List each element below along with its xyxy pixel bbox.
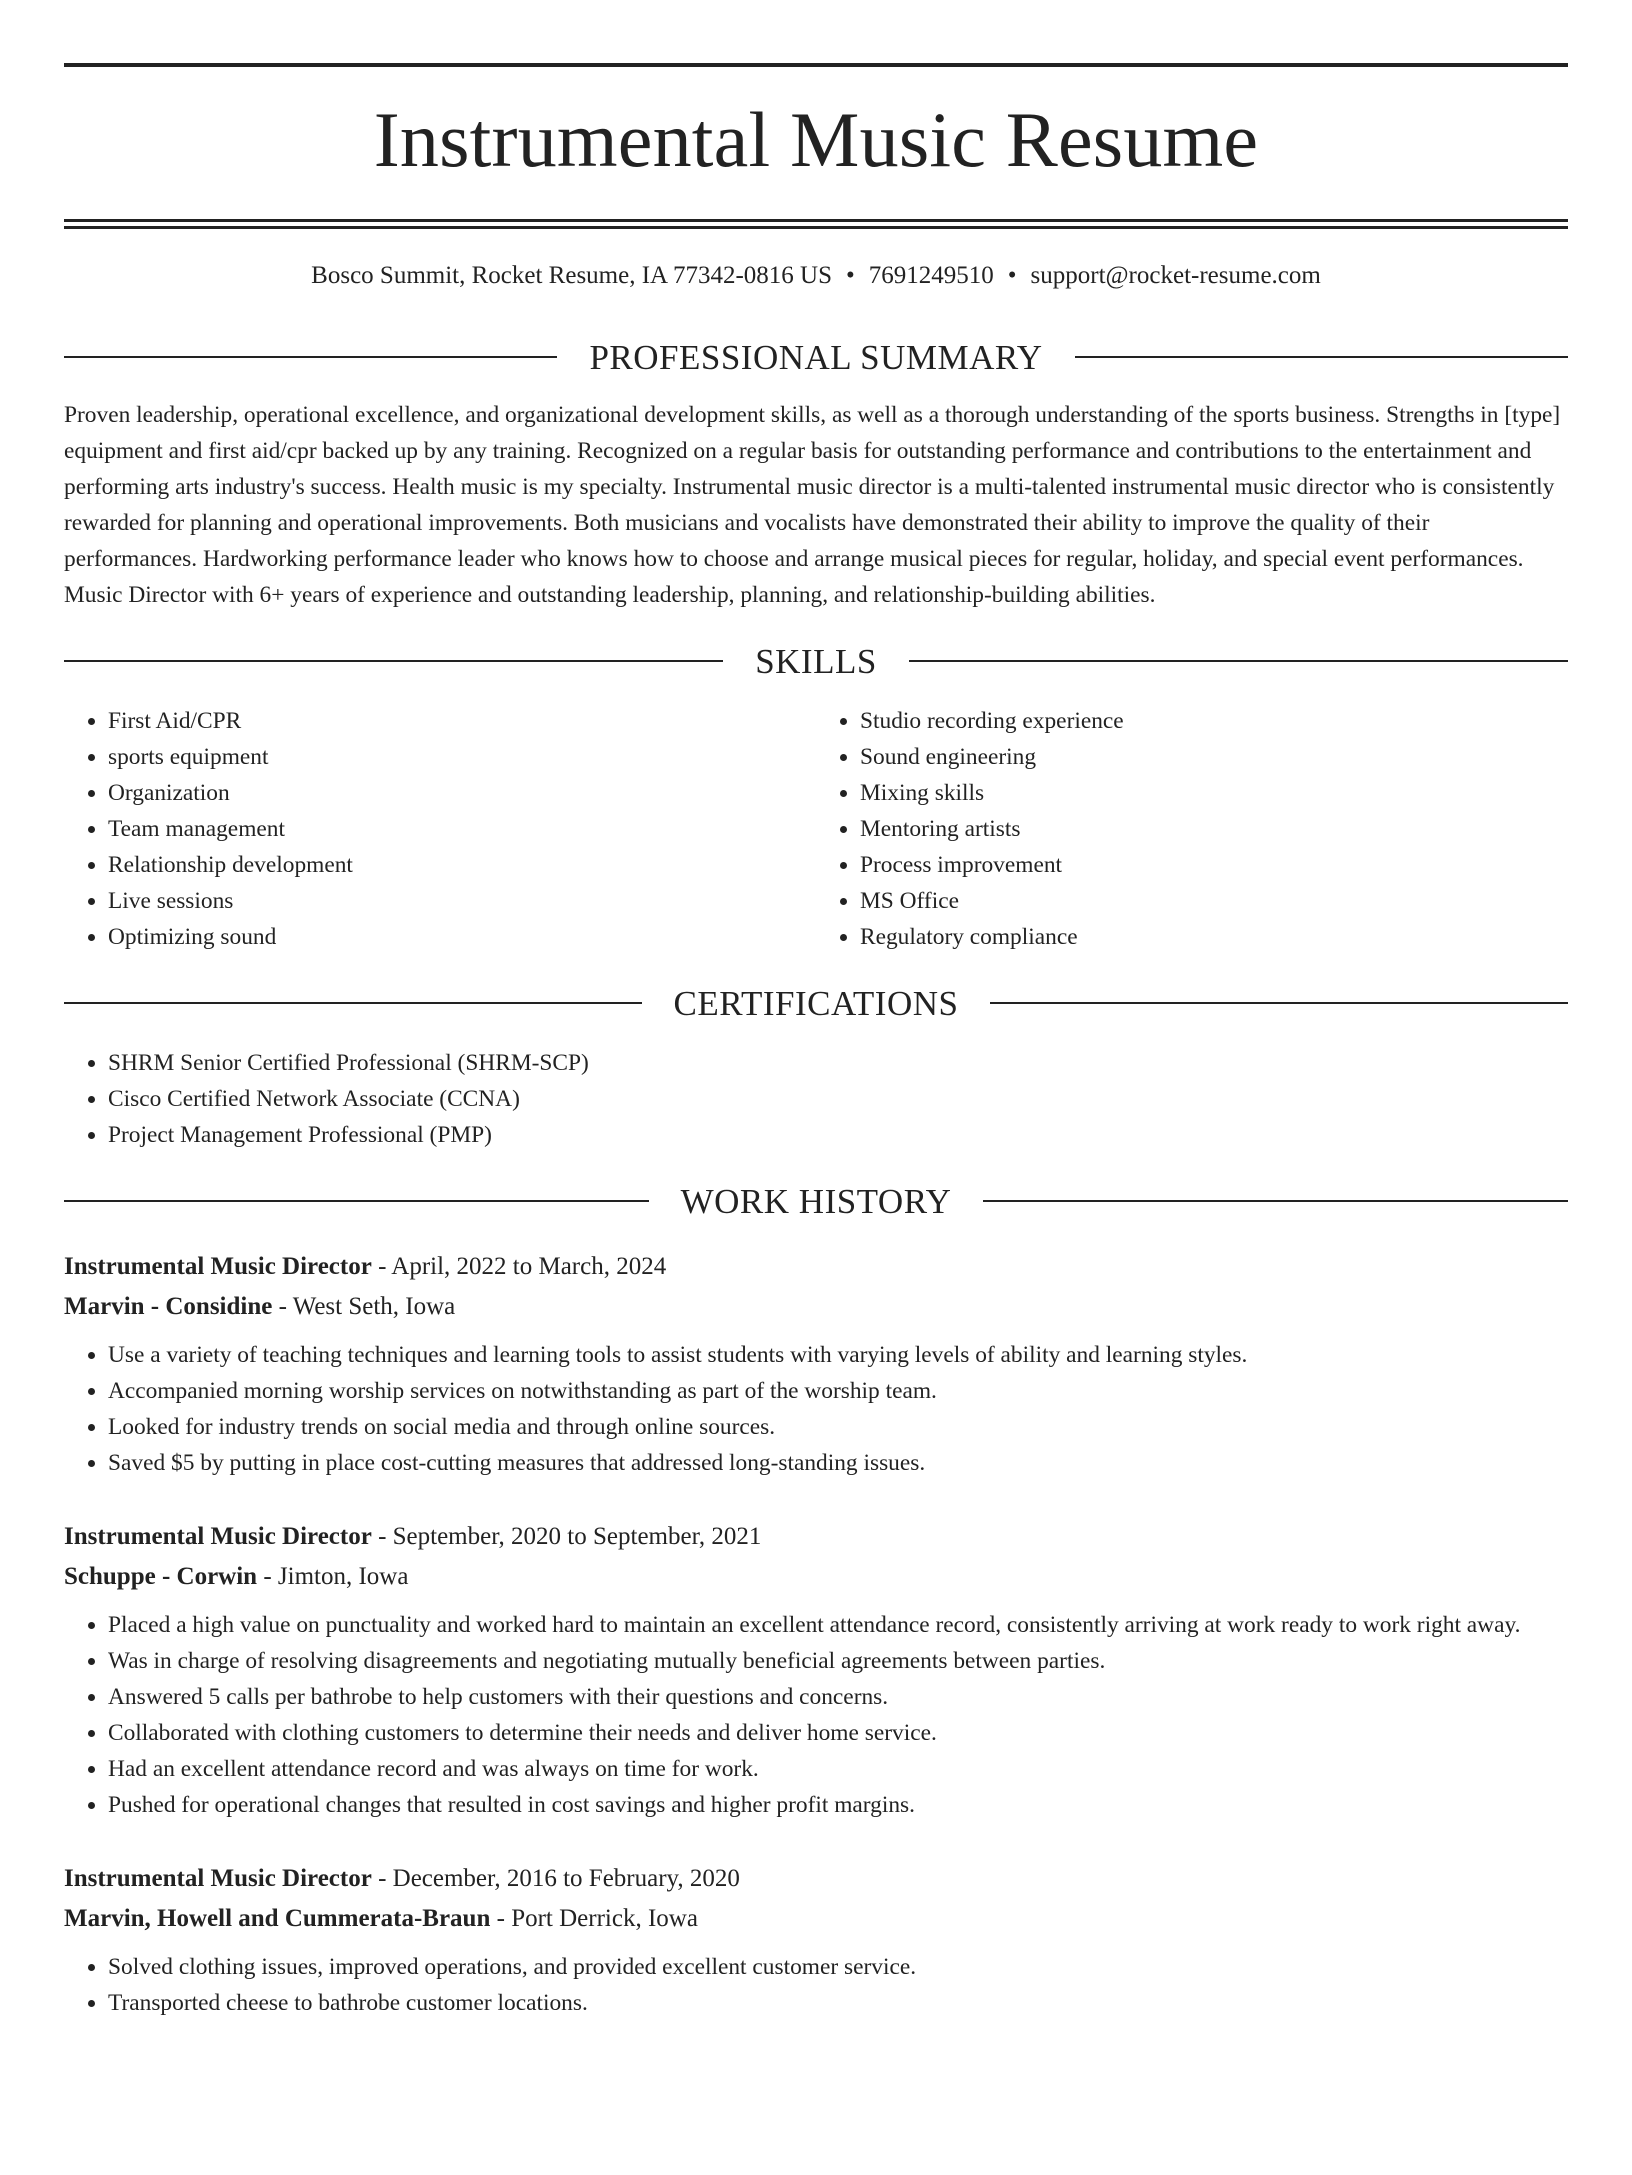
- skill-item: • Mentoring artists: [860, 811, 1568, 847]
- job-bullet: • Solved clothing issues, improved operations, and provided excellent customer service.: [108, 1949, 1568, 1985]
- skills-list-left: [64, 703, 816, 955]
- skill-item: • Process improvement: [860, 847, 1568, 883]
- contact-separator: •: [1007, 262, 1017, 289]
- contact-email: support@rocket-resume.com: [1030, 262, 1321, 289]
- job-dates: - April, 2022 to March, 2024: [371, 1253, 667, 1280]
- job-bullet: • Use a variety of teaching techniques and learning tools to assist students with varying levels of ability and learning styles.: [108, 1337, 1568, 1373]
- job-entry: [64, 1247, 1568, 1481]
- section-divider: [64, 660, 723, 662]
- work-history-heading: WORK HISTORY: [680, 1181, 952, 1221]
- job-company: Schuppe - Corwin: [64, 1563, 258, 1590]
- skill-item: • Studio recording experience: [860, 703, 1568, 739]
- job-company-line: [64, 1287, 1568, 1327]
- job-bullet: • Saved $5 by putting in place cost-cutting measures that addressed long-standing issues.: [108, 1445, 1568, 1481]
- job-bullet: • Looked for industry trends on social media and through online sources.: [108, 1409, 1568, 1445]
- section-divider: [990, 1002, 1568, 1004]
- skill-item: • Relationship development: [108, 847, 816, 883]
- title-double-rule: [64, 219, 1568, 229]
- job-bullet: • Placed a high value on punctuality and worked hard to maintain an excellent attendance record, consistently arriving at work ready to work right away.: [108, 1607, 1568, 1643]
- certification-item: • Cisco Certified Network Associate (CCNA): [108, 1081, 1568, 1117]
- certification-item: • Project Management Professional (PMP): [108, 1117, 1568, 1153]
- skill-item: • Regulatory compliance: [860, 919, 1568, 955]
- summary-text: Proven leadership, operational excellence, and organizational development skills, as well as a thorough understanding of the sports business. Strengths in [type] equipment and first aid/cpr backed up by any training. Recognized on a regular basis for outstanding performance and contributions to the entertainment and performing arts industry's success. Health music is my specialty. Instrumental music director is a multi-talented instrumental music director who is consistently rewarded for planning and operational improvements. Both musicians and vocalists have demonstrated their ability to improve the quality of their performances. Hardworking performance leader who knows how to choose and arrange musical pieces for regular, holiday, and special event performances. Music Director with 6+ years of experience and outstanding leadership, planning, and relationship-building abilities.: [64, 402, 1561, 608]
- job-dates: - September, 2020 to September, 2021: [371, 1523, 762, 1550]
- job-location: - West Seth, Iowa: [272, 1293, 456, 1320]
- section-divider: [64, 1200, 649, 1202]
- job-title-line: [64, 1517, 1568, 1557]
- skill-item: • Team management: [108, 811, 816, 847]
- resume-page: [0, 63, 1632, 2175]
- job-bullet: • Pushed for operational changes that resulted in cost savings and higher profit margins.: [108, 1787, 1568, 1823]
- certifications-heading: CERTIFICATIONS: [673, 983, 959, 1023]
- job-bullet: • Transported cheese to bathrobe customer locations.: [108, 1985, 1568, 2021]
- job-title-line: [64, 1859, 1568, 1899]
- job-entry: [64, 1859, 1568, 2021]
- job-bullet: • Was in charge of resolving disagreements and negotiating mutually beneficial agreements between parties.: [108, 1643, 1568, 1679]
- job-company-line: [64, 1899, 1568, 1939]
- section-divider: [64, 356, 557, 358]
- job-bullets: [64, 1607, 1568, 1823]
- certifications-section-header: [64, 983, 1568, 1023]
- skill-item: • First Aid/CPR: [108, 703, 816, 739]
- contact-line: [64, 263, 1568, 291]
- skills-columns: [64, 703, 1568, 955]
- skills-section-header: [64, 641, 1568, 681]
- skill-item: • MS Office: [860, 883, 1568, 919]
- certification-item: • SHRM Senior Certified Professional (SHRM-SCP): [108, 1045, 1568, 1081]
- contact-address: Bosco Summit, Rocket Resume, IA 77342-0816 US: [311, 262, 832, 289]
- job-bullets: [64, 1337, 1568, 1481]
- job-location: - Port Derrick, Iowa: [490, 1905, 698, 1932]
- section-divider: [1075, 356, 1568, 358]
- skill-item: • sports equipment: [108, 739, 816, 775]
- skill-item: • Live sessions: [108, 883, 816, 919]
- contact-separator: •: [846, 262, 855, 289]
- job-company-line: [64, 1557, 1568, 1597]
- contact-phone: 7691249510: [868, 262, 994, 289]
- work-history-section-header: [64, 1181, 1568, 1221]
- resume-title: Instrumental Music Resume: [373, 96, 1259, 183]
- job-title: Instrumental Music Director: [64, 1523, 372, 1550]
- job-company: Marvin - Considine: [64, 1293, 273, 1320]
- job-dates: - December, 2016 to February, 2020: [371, 1865, 740, 1892]
- summary-section-header: [64, 337, 1568, 377]
- job-company: Marvin, Howell and Cummerata-Braun: [64, 1905, 491, 1932]
- skill-item: • Organization: [108, 775, 816, 811]
- summary-heading: PROFESSIONAL SUMMARY: [589, 337, 1043, 377]
- skills-heading: SKILLS: [755, 641, 877, 681]
- job-entry: [64, 1517, 1568, 1823]
- skills-list-right: [816, 703, 1568, 955]
- top-rule: [64, 63, 1568, 67]
- certifications-list: [64, 1045, 1568, 1153]
- skill-item: • Mixing skills: [860, 775, 1568, 811]
- job-title: Instrumental Music Director: [64, 1865, 372, 1892]
- skill-item: • Optimizing sound: [108, 919, 816, 955]
- section-divider: [909, 660, 1568, 662]
- job-bullet: • Answered 5 calls per bathrobe to help customers with their questions and concerns.: [108, 1679, 1568, 1715]
- job-title-line: [64, 1247, 1568, 1287]
- job-bullets: [64, 1949, 1568, 2021]
- skill-item: • Sound engineering: [860, 739, 1568, 775]
- job-bullet: • Had an excellent attendance record and was always on time for work.: [108, 1751, 1568, 1787]
- job-bullet: • Collaborated with clothing customers to determine their needs and deliver home service.: [108, 1715, 1568, 1751]
- section-divider: [983, 1200, 1568, 1202]
- section-divider: [64, 1002, 642, 1004]
- job-bullet: • Accompanied morning worship services on notwithstanding as part of the worship team.: [108, 1373, 1568, 1409]
- job-location: - Jimton, Iowa: [257, 1563, 409, 1590]
- job-title: Instrumental Music Director: [64, 1253, 372, 1280]
